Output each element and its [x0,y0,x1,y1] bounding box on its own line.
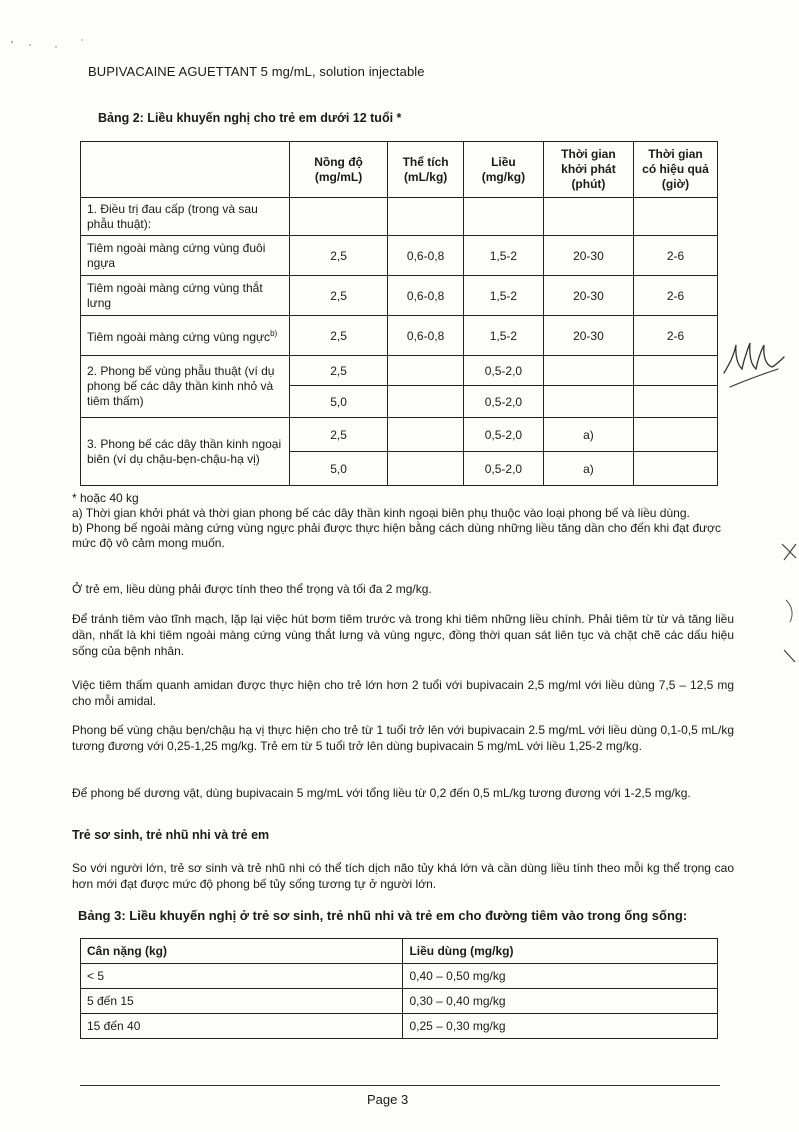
paragraph-text: Để phong bế dương vật, dùng bupivacain 5 mg/mL với tổng liều từ 0,2 đến 0,5 mL/kg tương đương với 1-2,5 mg/kg. [72,786,691,800]
row-label [81,316,290,356]
table2-header-duration: Thời gian có hiệu quả (giờ) [633,142,717,198]
table-row [81,198,718,236]
table-cell: 1,5-2 [464,316,544,356]
table-cell [388,386,464,418]
paragraph-text: Việc tiêm thấm quanh amidan được thực hiện cho trẻ lớn hơn 2 tuổi với bupivacain 2,5 mg/ml với liều dùng 7,5 – 12,5 mg cho mỗi amidal. [72,678,734,708]
paragraph-iv-avoidance [72,611,734,659]
table-cell: 2,5 [289,356,387,386]
handwritten-signature [720,335,790,395]
table-cell: a) [543,418,633,452]
footnote-ref: b) [270,329,278,338]
table-cell [633,386,717,418]
table-cell [543,386,633,418]
table-cell: 0,6-0,8 [388,316,464,356]
table-cell: 1,5-2 [464,236,544,276]
table-cell: 1,5-2 [464,276,544,316]
table-cell: 5 đến 15 [81,989,403,1014]
table-row [81,418,718,452]
document-header: BUPIVACAINE AGUETTANT 5 mg/mL, solution injectable [88,64,425,79]
paragraph-max-dose [72,581,734,597]
table3-header-dose: Liều dùng (mg/kg) [403,939,718,964]
table3-header-weight: Cân nặng (kg) [81,939,403,964]
table2-header-dose: Liều (mg/kg) [464,142,544,198]
table-cell: < 5 [81,964,403,989]
footnote-a: a) Thời gian khởi phát và thời gian phong bế các dây thần kinh ngoại biên phụ thuộc vào loại phong bế và liều dùng. [72,506,690,520]
table-row [81,276,718,316]
paragraph-text: Để tránh tiêm vào tĩnh mạch, lặp lại việc hút bơm tiêm trước và trong khi tiêm những liều chính. Phải tiêm từ từ và tăng liều dần, nhất là khi tiêm ngoài màng cứng vùng thắt lưng và vùng ngực, đồng thời quan sát liên tục và chặt chẽ các dấu hiệu sống của bệnh nhân. [72,612,734,658]
dosage-table-infants [80,938,718,1039]
table2-header-volume: Thể tích (mL/kg) [388,142,464,198]
row-label: 1. Điều trị đau cấp (trong và sau phẫu thuật): [81,198,290,236]
table-cell [289,198,387,236]
table-cell: a) [543,452,633,486]
table-row [81,989,718,1014]
paragraph-text: Phong bế vùng chậu bẹn/chậu hạ vị thực hiện cho trẻ từ 1 tuổi trở lên với bupivacain 2.5 mg/mL với liều dùng 0,1-0,5 mL/kg tương đương với 0,25-1,25 mg/kg. Trẻ em từ 5 tuổi trở lên dùng bupivacain 5 mg/mL với liều 1,25-2 mg/kg. [72,723,734,753]
table-row [81,356,718,386]
table-cell: 0,6-0,8 [388,276,464,316]
table-cell: 20-30 [543,236,633,276]
table-cell [633,198,717,236]
row-label: Tiêm ngoài màng cứng vùng đuôi ngựa [81,236,290,276]
table2-header-onset: Thời gian khởi phát (phút) [543,142,633,198]
paragraph-text: Ở trẻ em, liều dùng phải được tính theo thể trọng và tối đa 2 mg/kg. [72,582,432,596]
footnote-star: * hoặc 40 kg [72,491,139,505]
paragraph-tonsil [72,677,734,709]
row-label-text: Tiêm ngoài màng cứng vùng ngực [87,330,271,344]
table2-header-empty [81,142,290,198]
table3-title: Bảng 3: Liều khuyến nghị ở trẻ sơ sinh, trẻ nhũ nhi và trẻ em cho đường tiêm vào trong ống sống: [78,908,688,923]
table-cell: 0,40 – 0,50 mg/kg [403,964,718,989]
table2-header-concentration: Nồng độ (mg/mL) [289,142,387,198]
table-cell: 2-6 [633,316,717,356]
table-row [81,316,718,356]
dosage-table-children [80,141,718,486]
table-row [81,236,718,276]
paragraph-penile-block [72,785,734,801]
table-cell: 0,30 – 0,40 mg/kg [403,989,718,1014]
table2-title: Bảng 2: Liều khuyến nghị cho trẻ em dưới 12 tuổi * [98,111,402,125]
section-heading: Trẻ sơ sinh, trẻ nhũ nhi và trẻ em [72,828,270,842]
table-row [81,1014,718,1039]
footer-divider [80,1085,720,1086]
row-label: 2. Phong bế vùng phẫu thuật (ví dụ phong bế các dây thần kinh nhỏ và tiêm thấm) [81,356,290,418]
scan-speck-marks [8,36,88,50]
table-cell [633,418,717,452]
table-cell: 5,0 [289,386,387,418]
table-cell: 15 đến 40 [81,1014,403,1039]
table-cell [388,356,464,386]
table2-footnotes [72,491,734,551]
row-label: Tiêm ngoài màng cứng vùng thắt lưng [81,276,290,316]
table-cell [388,452,464,486]
table-cell: 2,5 [289,276,387,316]
table-row [81,964,718,989]
table-cell: 2-6 [633,276,717,316]
table-cell: 2,5 [289,236,387,276]
table-cell [633,452,717,486]
table-cell [464,198,544,236]
table-cell [543,356,633,386]
paragraph-ilioinguinal [72,722,734,754]
table-cell: 2,5 [289,418,387,452]
table-cell: 0,5-2,0 [464,356,544,386]
table-cell: 20-30 [543,276,633,316]
table3-header-row [81,939,718,964]
row-label: 3. Phong bế các dây thần kinh ngoại biên (ví dụ chậu-bẹn-chậu-hạ vị) [81,418,290,486]
table-cell: 0,25 – 0,30 mg/kg [403,1014,718,1039]
table-cell: 5,0 [289,452,387,486]
table-cell: 0,5-2,0 [464,452,544,486]
table-cell: 2-6 [633,236,717,276]
table-cell [543,198,633,236]
table-cell [388,418,464,452]
footnote-b: b) Phong bế ngoài màng cứng vùng ngực phải được thực hiện bằng cách dùng những liều tăng dần cho đến khi đạt được mức độ vô cảm mong muốn. [72,521,722,550]
page-number: Page 3 [367,1092,409,1107]
table-cell: 0,5-2,0 [464,418,544,452]
table-cell [388,198,464,236]
table-cell: 2,5 [289,316,387,356]
table-cell: 0,6-0,8 [388,236,464,276]
table-cell: 0,5-2,0 [464,386,544,418]
paragraph-neonates [72,860,734,892]
paragraph-text: So với người lớn, trẻ sơ sinh và trẻ nhũ nhi có thể tích dịch não tủy khá lớn và cần dùng liều tính theo mỗi kg thể trọng cao hơn mới đạt được mức độ phong bế tủy sống tương tự ở người lớn. [72,861,734,891]
edge-scribble-mark [780,540,799,670]
table-cell [633,356,717,386]
table2-header-row [81,142,718,198]
table-cell: 20-30 [543,316,633,356]
